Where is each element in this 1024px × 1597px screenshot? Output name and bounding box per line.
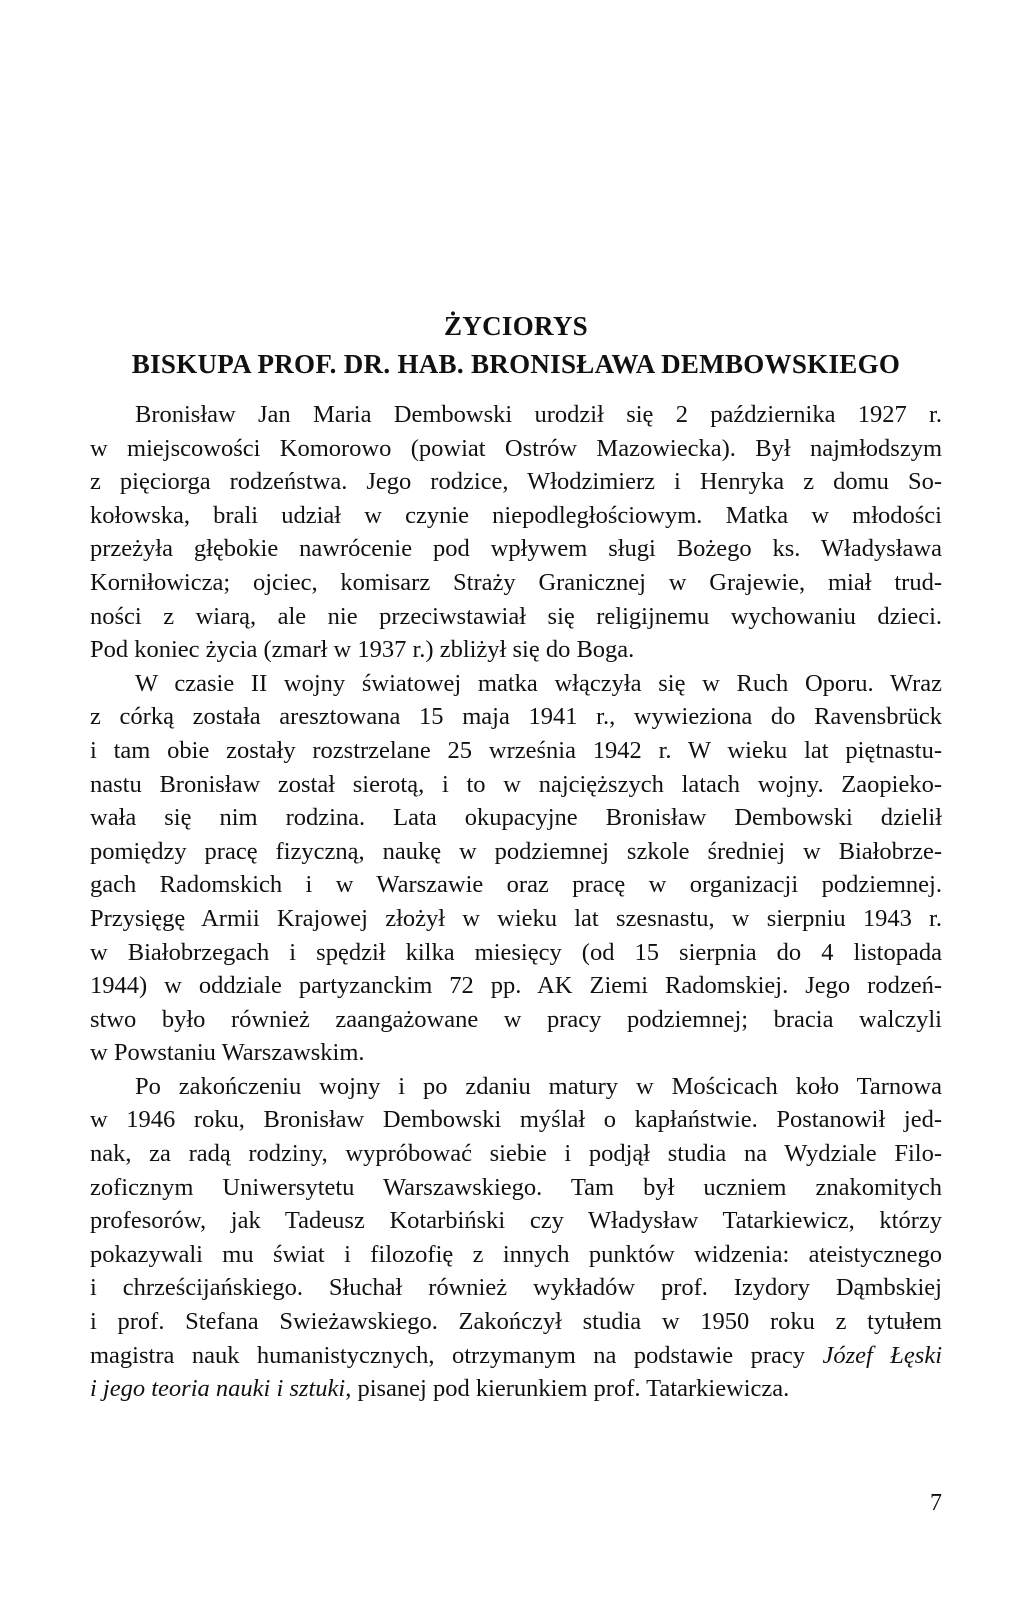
text-line: w Białobrzegach i spędził kilka miesięcy (od 15 sierpnia do 4 listopada	[90, 938, 942, 966]
text-line: i tam obie zostały rozstrzelane 25 września 1942 r. W wieku lat piętnastu-	[90, 736, 942, 764]
text-line: nak, za radą rodziny, wypróbować siebie i podjął studia na Wydziale Filo-	[90, 1140, 942, 1168]
paragraph-3	[90, 1070, 942, 1406]
text-line: w Powstaniu Warszawskim.	[90, 1039, 365, 1067]
page-number: 7	[930, 1490, 942, 1516]
text-line: pomiędzy pracę fizyczną, naukę w podziemnej szkole średniej w Białobrze-	[90, 837, 942, 865]
text-line	[90, 1339, 942, 1373]
document-page	[90, 308, 942, 1406]
text-line: Bronisław Jan Maria Dembowski urodził się 2 października 1927 r.	[135, 401, 942, 428]
text-line	[90, 1372, 942, 1406]
text-line: Przysięgę Armii Krajowej złożył w wieku lat szesnastu, w sierpniu 1943 r.	[90, 904, 942, 932]
text-segment: , pisanej pod kierunkiem prof. Tatarkiewicza.	[345, 1375, 790, 1403]
text-segment: magistra nauk humanistycznych, otrzymanym na podstawie pracy	[90, 1341, 823, 1369]
text-line: w 1946 roku, Bronisław Dembowski myślał o kapłaństwie. Postanowił jed-	[90, 1106, 942, 1134]
text-line: profesorów, jak Tadeusz Kotarbiński czy Władysław Tatarkiewicz, którzy	[90, 1207, 942, 1235]
text-line: W czasie II wojny światowej matka włączyła się w Ruch Oporu. Wraz	[135, 669, 942, 697]
text-line: kołowska, brali udział w czynie niepodległościowym. Matka w młodości	[90, 501, 942, 529]
text-line: Korniłowicza; ojciec, komisarz Straży Granicznej w Grajewie, miał trud-	[90, 568, 942, 596]
text-line: z córką została aresztowana 15 maja 1941 r., wywieziona do Ravensbrück	[90, 703, 942, 731]
document-body	[90, 398, 942, 1406]
text-line: stwo było również zaangażowane w pracy podziemnej; bracia walczyli	[90, 1005, 942, 1033]
text-line: zoficznym Uniwersytetu Warszawskiego. Tam był uczniem znakomitych	[90, 1173, 942, 1201]
document-title: ŻYCIORYS	[444, 311, 588, 341]
text-line: i prof. Stefana Swieżawskiego. Zakończył studia w 1950 roku z tytułem	[90, 1308, 942, 1336]
paragraph-1	[90, 398, 942, 667]
text-line: nastu Bronisław został sierotą, i to w najcięższych latach wojny. Zaopieko-	[90, 770, 942, 798]
text-line: Po zakończeniu wojny i po zdaniu matury w Mościcach koło Tarnowa	[135, 1072, 942, 1100]
text-line: w miejscowości Komorowo (powiat Ostrów Mazowiecka). Był najmłodszym	[90, 434, 942, 462]
book-title-italic: i jego teoria nauki i sztuki	[90, 1375, 346, 1403]
text-line: i chrześcijańskiego. Słuchał również wykładów prof. Izydory Dąmbskiej	[90, 1274, 942, 1302]
text-line: ności z wiarą, ale nie przeciwstawiał się religijnemu wychowaniu dzieci.	[90, 602, 942, 630]
text-line: wała się nim rodzina. Lata okupacyjne Bronisław Dembowski dzielił	[90, 804, 942, 832]
text-line: Pod koniec życia (zmarł w 1937 r.) zbliżył się do Boga.	[90, 636, 635, 664]
text-line: 1944) w oddziale partyzanckim 72 pp. AK Ziemi Radomskiej. Jego rodzeń-	[90, 972, 942, 1000]
text-line: z pięciorga rodzeństwa. Jego rodzice, Włodzimierz i Henryka z domu So-	[90, 468, 942, 496]
paragraph-2	[90, 667, 942, 1070]
book-title-italic: Józef Łęski	[822, 1341, 942, 1369]
text-line: gach Radomskich i w Warszawie oraz pracę w organizacji podziemnej.	[90, 871, 942, 899]
text-line: pokazywali mu świat i filozofię z innych punktów widzenia: ateistycznego	[90, 1240, 942, 1268]
text-line: przeżyła głębokie nawrócenie pod wpływem sługi Bożego ks. Władysława	[90, 535, 942, 563]
document-subtitle: BISKUPA PROF. DR. HAB. BRONISŁAWA DEMBOWSKIEGO	[131, 349, 901, 379]
